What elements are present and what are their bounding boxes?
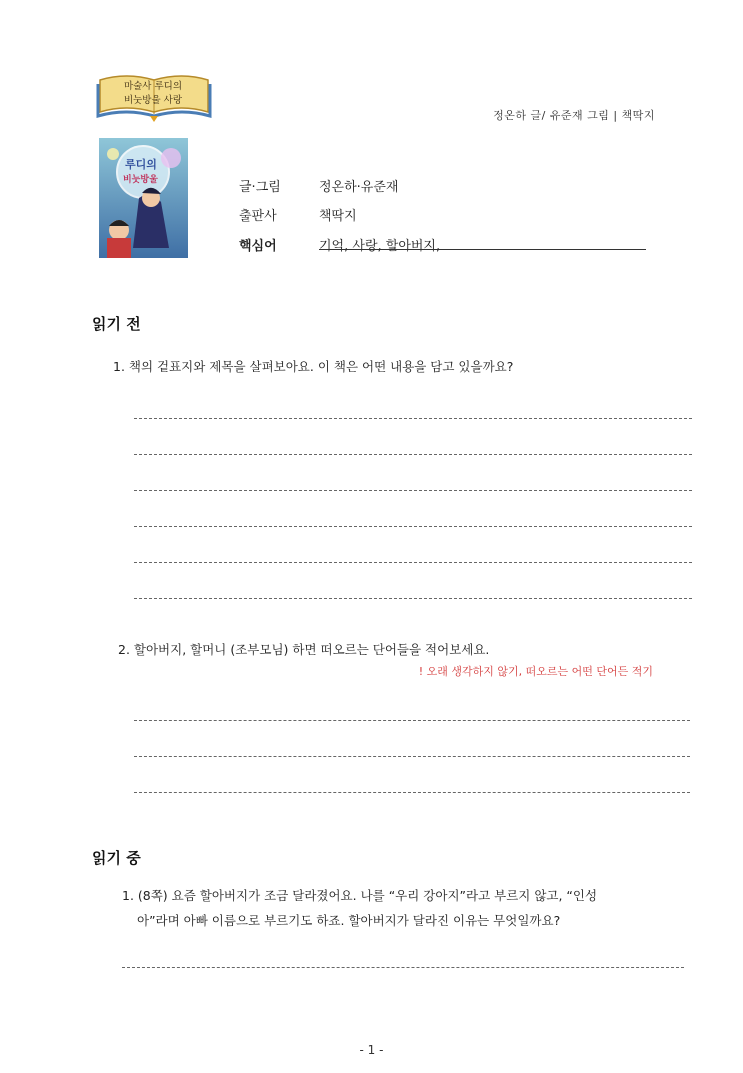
answer-line[interactable]	[134, 454, 692, 455]
keywords-label: 핵심어	[239, 239, 277, 254]
svg-text:비눗방울: 비눗방울	[123, 175, 158, 185]
page-number: - 1 -	[359, 1043, 384, 1057]
question-during-1-line1: 1. (8쪽) 요즘 할아버지가 조금 달라졌어요. 나를 “우리 강아지”라고 부르지 않고, “인성	[122, 888, 598, 903]
answer-line[interactable]	[122, 967, 684, 968]
answer-line[interactable]	[134, 720, 690, 721]
question-during-1-line2: 아”라며 아빠 이름으로 부르기도 하죠. 할아버지가 달라진 이유는 무엇일까요?	[137, 913, 561, 928]
question-before-2: 2. 할아버지, 할머니 (조부모님) 하면 떠오르는 단어들을 적어보세요.	[118, 642, 490, 657]
question-hint: ! 오래 생각하지 않기, 떠오르는 어떤 단어든 적기	[418, 665, 653, 678]
keywords-underline[interactable]	[319, 249, 646, 250]
answer-line[interactable]	[134, 756, 690, 757]
answer-line[interactable]	[134, 598, 692, 599]
book-logo-text	[104, 80, 202, 108]
answer-line[interactable]	[134, 526, 692, 527]
answer-line[interactable]	[134, 792, 690, 793]
section-title-during-reading: 읽기 중	[92, 849, 141, 867]
answer-line[interactable]	[134, 418, 692, 419]
author-credit: 정온하 글/ 유준재 그림 | 책딱지	[493, 109, 655, 122]
publisher-value: 책딱지	[319, 209, 357, 224]
author-value: 정온하·유준재	[319, 180, 399, 195]
section-title-before-reading: 읽기 전	[92, 315, 141, 333]
book-cover-image	[99, 138, 188, 258]
question-before-1: 1. 책의 겉표지와 제목을 살펴보아요. 이 책은 어떤 내용을 담고 있을까요?	[113, 359, 514, 374]
author-label: 글·그림	[239, 180, 281, 195]
answer-line[interactable]	[134, 490, 692, 491]
svg-text:루디의: 루디의	[125, 158, 157, 171]
publisher-label: 출판사	[239, 209, 277, 224]
answer-line[interactable]	[134, 562, 692, 563]
keywords-value: 기억, 사랑, 할아버지,	[319, 239, 441, 254]
book-logo-title-line1: 마술사 루디의	[123, 81, 183, 92]
book-logo-title-line2: 비눗방울 사랑	[123, 95, 183, 106]
